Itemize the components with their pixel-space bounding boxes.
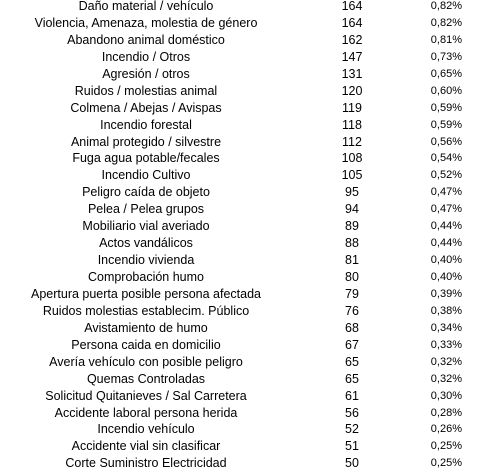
incident-count-cell: 65	[345, 354, 359, 369]
table-row	[0, 66, 485, 83]
incident-count-cell: 94	[345, 202, 359, 217]
incident-type-cell: Agresión / otros	[102, 66, 190, 81]
incident-percent-cell: 0,52%	[430, 169, 462, 182]
incident-type-cell: Incendio / Otros	[101, 49, 191, 64]
incident-count-cell: 120	[341, 83, 363, 98]
table-row	[0, 337, 485, 354]
incident-count-cell: 56	[345, 405, 359, 420]
table-row	[0, 438, 485, 455]
incident-type-cell: Incendio Cultivo	[101, 168, 191, 183]
incident-type-cell: Animal protegido / silvestre	[70, 134, 222, 149]
incident-percent-cell: 0,47%	[430, 186, 462, 199]
table-row	[0, 421, 485, 438]
incident-percent-cell: 0,44%	[430, 220, 462, 233]
incident-type-cell: Mobiliario vial averiado	[82, 219, 210, 234]
incident-percent-cell: 0,82%	[430, 0, 462, 12]
table-row	[0, 388, 485, 405]
table-row	[0, 201, 485, 218]
incident-count-cell: 79	[345, 286, 359, 301]
table-row	[0, 218, 485, 235]
incident-type-cell: Persona caida en domicilio	[71, 337, 221, 352]
incident-percent-cell: 0,59%	[430, 101, 462, 114]
incident-count-cell: 119	[342, 100, 362, 115]
incident-percent-cell: 0,73%	[430, 50, 462, 63]
incident-percent-cell: 0,25%	[430, 440, 462, 453]
incident-count-cell: 61	[345, 388, 359, 403]
table-row	[0, 15, 485, 32]
incident-count-cell: 68	[345, 320, 359, 335]
incident-type-cell: Avería vehículo con posible peligro	[49, 354, 243, 369]
incident-percent-cell: 0,47%	[430, 203, 462, 216]
incident-percent-cell: 0,65%	[430, 67, 462, 80]
table-row	[0, 167, 485, 184]
incident-type-cell: Accidente laboral persona herida	[54, 405, 238, 420]
incident-percent-cell: 0,26%	[430, 423, 462, 436]
incident-percent-cell: 0,56%	[430, 135, 462, 148]
incident-count-cell: 52	[345, 422, 359, 437]
incident-type-cell: Corte Suministro Electricidad	[65, 456, 227, 471]
incident-type-cell: Colmena / Abejas / Avispas	[70, 100, 222, 115]
incident-type-cell: Comprobación humo	[87, 270, 205, 284]
table-row	[0, 184, 485, 201]
incident-type-cell: Quemas Controladas	[86, 371, 206, 386]
incident-count-cell: 108	[341, 151, 363, 166]
incident-count-cell: 131	[341, 66, 363, 81]
table-row	[0, 117, 485, 134]
incident-type-cell: Pelea / Pelea grupos	[87, 202, 205, 217]
incident-percent-cell: 0,60%	[430, 84, 462, 97]
table-row	[0, 150, 485, 167]
incident-type-cell: Ruidos molestias establecim. Público	[42, 303, 250, 318]
incident-percent-cell: 0,54%	[430, 152, 462, 165]
incident-type-cell: Accidente vial sin clasificar	[71, 439, 221, 454]
table-row	[0, 354, 485, 371]
incident-count-cell: 67	[345, 337, 359, 352]
incident-type-cell: Apertura puerta posible persona afectada	[30, 286, 262, 301]
incident-type-cell: Incendio forestal	[100, 117, 192, 132]
incident-percent-cell: 0,34%	[430, 321, 462, 334]
incident-type-cell: Abandono animal doméstico	[67, 32, 225, 47]
table-row	[0, 371, 485, 388]
table-row	[0, 49, 485, 66]
incident-count-cell: 89	[345, 219, 359, 234]
incident-count-cell: 51	[345, 439, 359, 454]
incident-count-cell: 112	[342, 134, 362, 149]
table-row	[0, 455, 485, 472]
incident-percent-cell: 0,39%	[430, 287, 462, 300]
table-row	[0, 134, 485, 151]
incident-type-cell: Actos vandálicos	[99, 236, 193, 251]
incident-count-cell: 81	[345, 253, 359, 268]
incident-count-cell: 95	[345, 185, 359, 200]
incident-percent-cell: 0,25%	[430, 457, 462, 470]
table-row	[0, 286, 485, 303]
incident-percent-cell: 0,81%	[430, 33, 462, 46]
incident-type-cell: Daño material / vehículo	[78, 0, 214, 13]
incident-count-cell: 76	[345, 303, 359, 318]
table-row	[0, 269, 485, 286]
incident-percent-cell: 0,40%	[430, 271, 462, 283]
incident-type-cell: Avistamiento de humo	[84, 320, 208, 335]
incident-count-cell: 162	[341, 32, 363, 47]
table-row	[0, 32, 485, 49]
incident-percent-cell: 0,44%	[430, 237, 462, 250]
table-row	[0, 235, 485, 252]
incident-count-cell: 105	[341, 168, 363, 183]
incident-type-cell: Incendio vehículo	[97, 422, 195, 437]
incident-percent-cell: 0,82%	[430, 16, 462, 29]
incident-type-cell: Ruidos / molestias animal	[74, 83, 218, 98]
incident-type-cell: Solicitud Quitanieves / Sal Carretera	[45, 388, 247, 403]
incident-count-cell: 147	[341, 49, 363, 64]
incident-type-cell: Incendio vivienda	[97, 253, 195, 268]
incident-count-cell: 80	[345, 270, 359, 284]
incident-type-cell: Violencia, Amenaza, molestia de género	[34, 15, 258, 30]
incident-percent-cell: 0,32%	[430, 355, 462, 368]
incident-percent-cell: 0,59%	[430, 118, 462, 131]
incident-percent-cell: 0,30%	[430, 389, 462, 402]
incident-type-cell: Peligro caída de objeto	[82, 185, 210, 200]
incident-count-cell: 164	[341, 0, 363, 13]
table-row	[0, 320, 485, 337]
incident-percent-cell: 0,32%	[430, 372, 462, 385]
incident-type-cell: Fuga agua potable/fecales	[72, 151, 220, 166]
incident-percent-cell: 0,33%	[430, 338, 462, 351]
incident-count-cell: 88	[345, 236, 359, 251]
incident-percent-cell: 0,40%	[430, 254, 462, 267]
table-row	[0, 303, 485, 320]
incident-percent-cell: 0,28%	[430, 406, 462, 419]
table-row	[0, 0, 485, 15]
incident-count-cell: 164	[341, 15, 363, 30]
incident-count-cell: 65	[345, 371, 359, 386]
table-row	[0, 252, 485, 269]
incident-count-cell: 118	[342, 117, 362, 132]
table-row	[0, 405, 485, 422]
table-row	[0, 100, 485, 117]
table-row	[0, 83, 485, 100]
incident-count-cell: 50	[345, 456, 359, 471]
incident-percent-cell: 0,38%	[430, 304, 462, 317]
